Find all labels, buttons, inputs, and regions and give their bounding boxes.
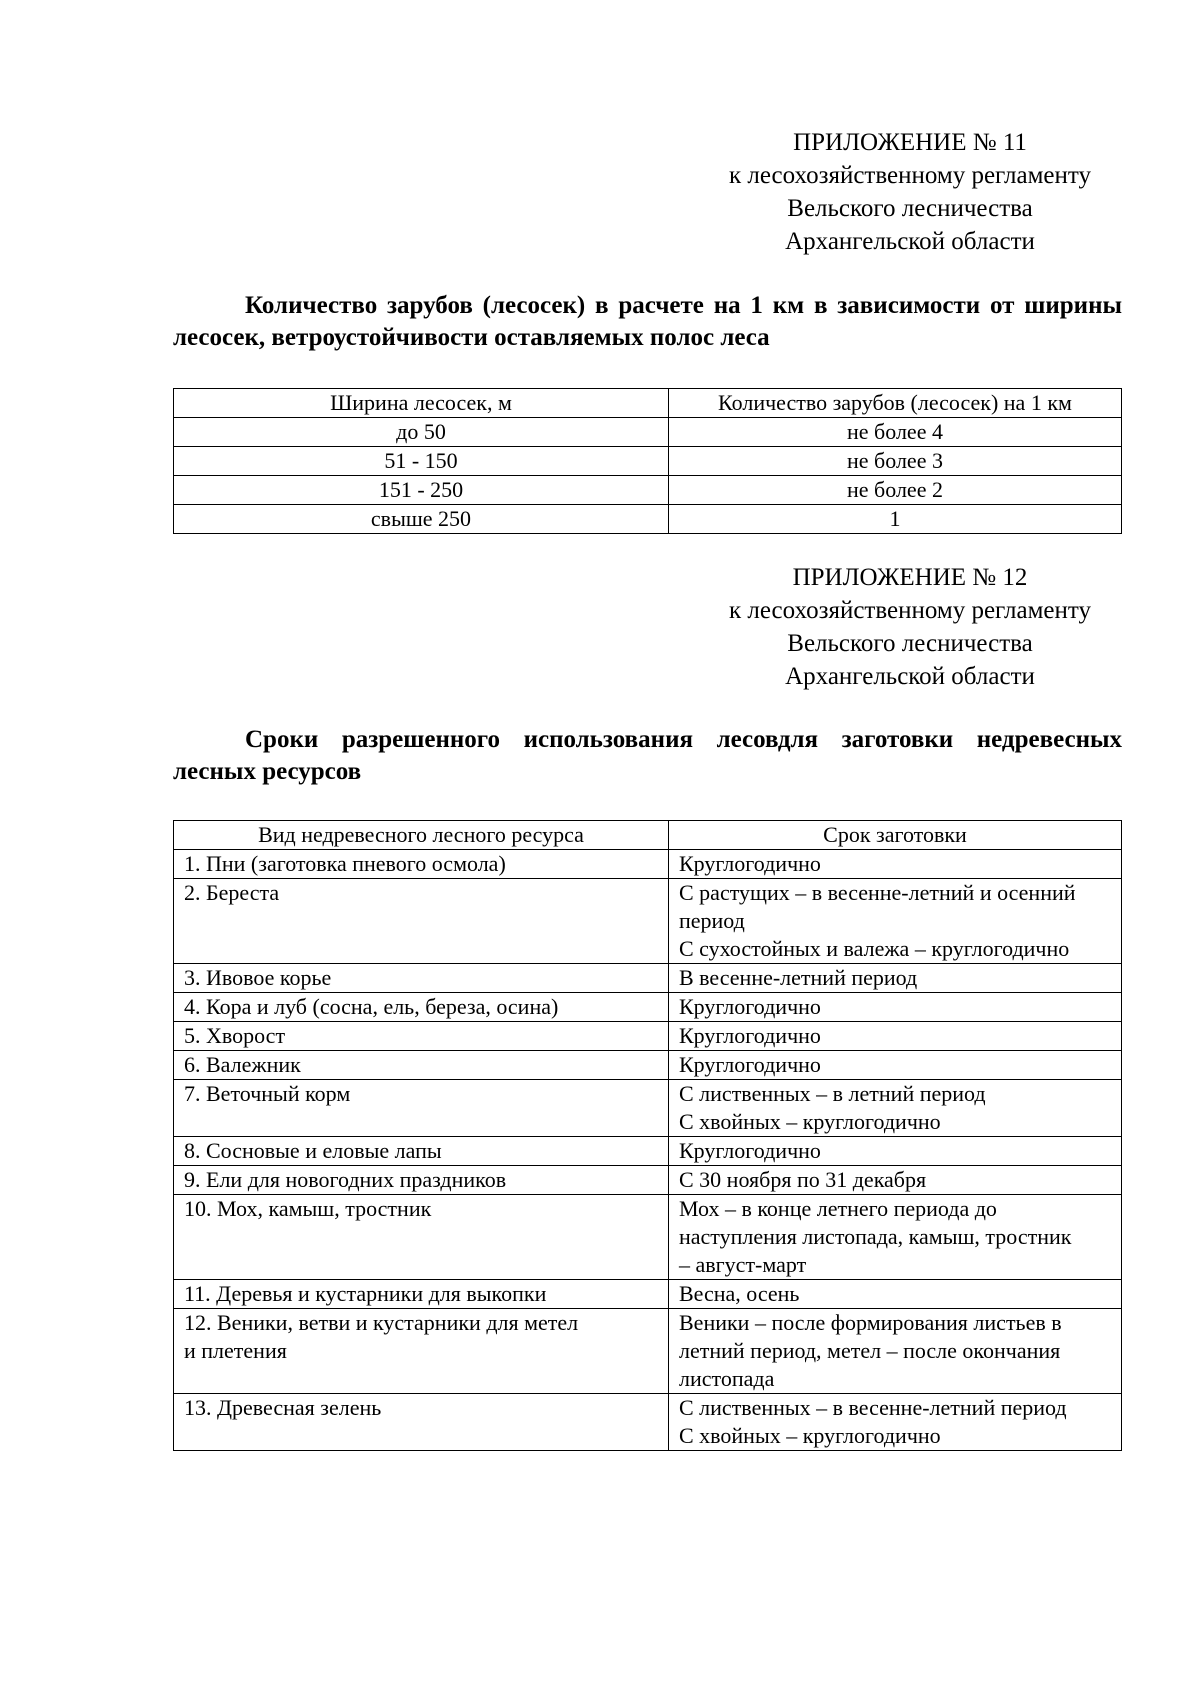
cell-line: С хвойных – круглогодично <box>679 1109 941 1134</box>
cell-line: 12. Веники, ветви и кустарники для метел <box>184 1310 579 1335</box>
cell-line: Круглогодично <box>679 994 821 1019</box>
table-row <box>174 1137 1122 1166</box>
cell-resource <box>174 1166 669 1195</box>
cell-resource <box>174 879 669 964</box>
cell-line: 7. Веточный корм <box>184 1081 351 1106</box>
cell-line: 11. Деревья и кустарники для выкопки <box>184 1281 547 1306</box>
appendix-12-line: Вельского лесничества <box>787 630 1033 657</box>
table-row <box>174 1051 1122 1080</box>
cell-period <box>669 1195 1122 1280</box>
cell-line: Круглогодично <box>679 1138 821 1163</box>
cell-period <box>669 993 1122 1022</box>
column-header-resource: Вид недревесного лесного ресурса <box>174 821 669 850</box>
cell-period <box>669 1022 1122 1051</box>
appendix-11-line: Вельского лесничества <box>787 195 1033 222</box>
cell-line: 8. Сосновые и еловые лапы <box>184 1138 442 1163</box>
table-row <box>174 447 1122 476</box>
cell-period <box>669 1137 1122 1166</box>
table-row <box>174 1166 1122 1195</box>
cell-period <box>669 1051 1122 1080</box>
cell-line: 2. Береста <box>184 880 280 905</box>
cell-width: до 50 <box>174 418 669 447</box>
cell-resource <box>174 850 669 879</box>
cell-line: и плетения <box>184 1338 287 1363</box>
cell-count: 1 <box>669 505 1122 534</box>
cell-period <box>669 1166 1122 1195</box>
cell-line: Веники – после формирования листьев в <box>679 1310 1062 1335</box>
table-row <box>174 1309 1122 1394</box>
heading-appendix-11: Количество зарубов (лесосек) в расчете на 1 км в зависимости от ширины лесосек, ветроустойчивости оставляемых полос леса <box>173 292 1122 351</box>
non-timber-resources-table <box>173 820 1122 1451</box>
table-header-row <box>174 821 1122 850</box>
cell-line: Круглогодично <box>679 1023 821 1048</box>
cell-count: не более 2 <box>669 476 1122 505</box>
appendix-11-line: Архангельской области <box>785 228 1035 255</box>
cell-line: 13. Древесная зелень <box>184 1395 382 1420</box>
cell-width: 51 - 150 <box>174 447 669 476</box>
cell-resource <box>174 1022 669 1051</box>
cell-line: Круглогодично <box>679 851 821 876</box>
cell-line: В весенне-летний период <box>679 965 918 990</box>
cell-resource <box>174 1195 669 1280</box>
table-row <box>174 1280 1122 1309</box>
table-row <box>174 879 1122 964</box>
cell-line: период <box>679 908 745 933</box>
table-row <box>174 850 1122 879</box>
cell-line: – август-март <box>679 1252 807 1277</box>
cell-line: 3. Ивовое корье <box>184 965 332 990</box>
appendix-11-header <box>680 126 1140 258</box>
cell-resource <box>174 1080 669 1137</box>
table-header-row <box>174 389 1122 418</box>
heading-appendix-12: Сроки разрешенного использования лесовдля заготовки недревесных лесных ресурсов <box>173 726 1122 785</box>
cell-line: 9. Ели для новогодних праздников <box>184 1167 507 1192</box>
cell-line: Круглогодично <box>679 1052 821 1077</box>
cell-period <box>669 964 1122 993</box>
cell-line: 10. Мох, камыш, тростник <box>184 1196 432 1221</box>
column-header-count: Количество зарубов (лесосек) на 1 км <box>669 389 1122 418</box>
table-row <box>174 1080 1122 1137</box>
column-header-width: Ширина лесосек, м <box>174 389 669 418</box>
cell-line: Мох – в конце летнего периода до <box>679 1196 997 1221</box>
table-row <box>174 964 1122 993</box>
cell-period <box>669 879 1122 964</box>
table-row <box>174 993 1122 1022</box>
cell-line: 1. Пни (заготовка пневого осмола) <box>184 851 506 876</box>
cell-line: листопада <box>679 1366 775 1391</box>
cell-resource <box>174 1137 669 1166</box>
cell-resource <box>174 1394 669 1451</box>
cell-resource <box>174 1309 669 1394</box>
cell-period <box>669 850 1122 879</box>
cell-width: свыше 250 <box>174 505 669 534</box>
cell-line: С хвойных – круглогодично <box>679 1423 941 1448</box>
table-row <box>174 476 1122 505</box>
cell-line: С лиственных – в летний период <box>679 1081 986 1106</box>
table-row <box>174 1394 1122 1451</box>
cell-line: 4. Кора и луб (сосна, ель, береза, осина) <box>184 994 559 1019</box>
cell-line: летний период, метел – после окончания <box>679 1338 1061 1363</box>
cell-line: наступления листопада, камыш, тростник <box>679 1224 1072 1249</box>
cell-count: не более 3 <box>669 447 1122 476</box>
cell-resource <box>174 1280 669 1309</box>
cell-period <box>669 1309 1122 1394</box>
cell-resource <box>174 964 669 993</box>
cutting-areas-table <box>173 388 1122 534</box>
cell-line: 6. Валежник <box>184 1052 301 1077</box>
cell-line: С сухостойных и валежа – круглогодично <box>679 936 1070 961</box>
table-row <box>174 1195 1122 1280</box>
table-row <box>174 418 1122 447</box>
cell-period <box>669 1394 1122 1451</box>
appendix-11-title: ПРИЛОЖЕНИЕ № 11 <box>793 129 1027 156</box>
table-row <box>174 505 1122 534</box>
cell-count: не более 4 <box>669 418 1122 447</box>
appendix-11-line: к лесохозяйственному регламенту <box>728 162 1092 189</box>
cell-period <box>669 1280 1122 1309</box>
cell-line: С лиственных – в весенне-летний период <box>679 1395 1067 1420</box>
appendix-12-line: к лесохозяйственному регламенту <box>728 597 1092 624</box>
cell-resource <box>174 993 669 1022</box>
appendix-12-line: Архангельской области <box>785 663 1035 690</box>
cell-line: 5. Хворост <box>184 1023 286 1048</box>
cell-period <box>669 1080 1122 1137</box>
column-header-period: Срок заготовки <box>669 821 1122 850</box>
cell-line: С 30 ноября по 31 декабря <box>679 1167 927 1192</box>
cell-width: 151 - 250 <box>174 476 669 505</box>
cell-resource <box>174 1051 669 1080</box>
cell-line: Весна, осень <box>679 1281 800 1306</box>
cell-line: С растущих – в весенне-летний и осенний <box>679 880 1076 905</box>
appendix-12-header <box>680 561 1140 693</box>
table-row <box>174 1022 1122 1051</box>
appendix-12-title: ПРИЛОЖЕНИЕ № 12 <box>792 564 1028 591</box>
